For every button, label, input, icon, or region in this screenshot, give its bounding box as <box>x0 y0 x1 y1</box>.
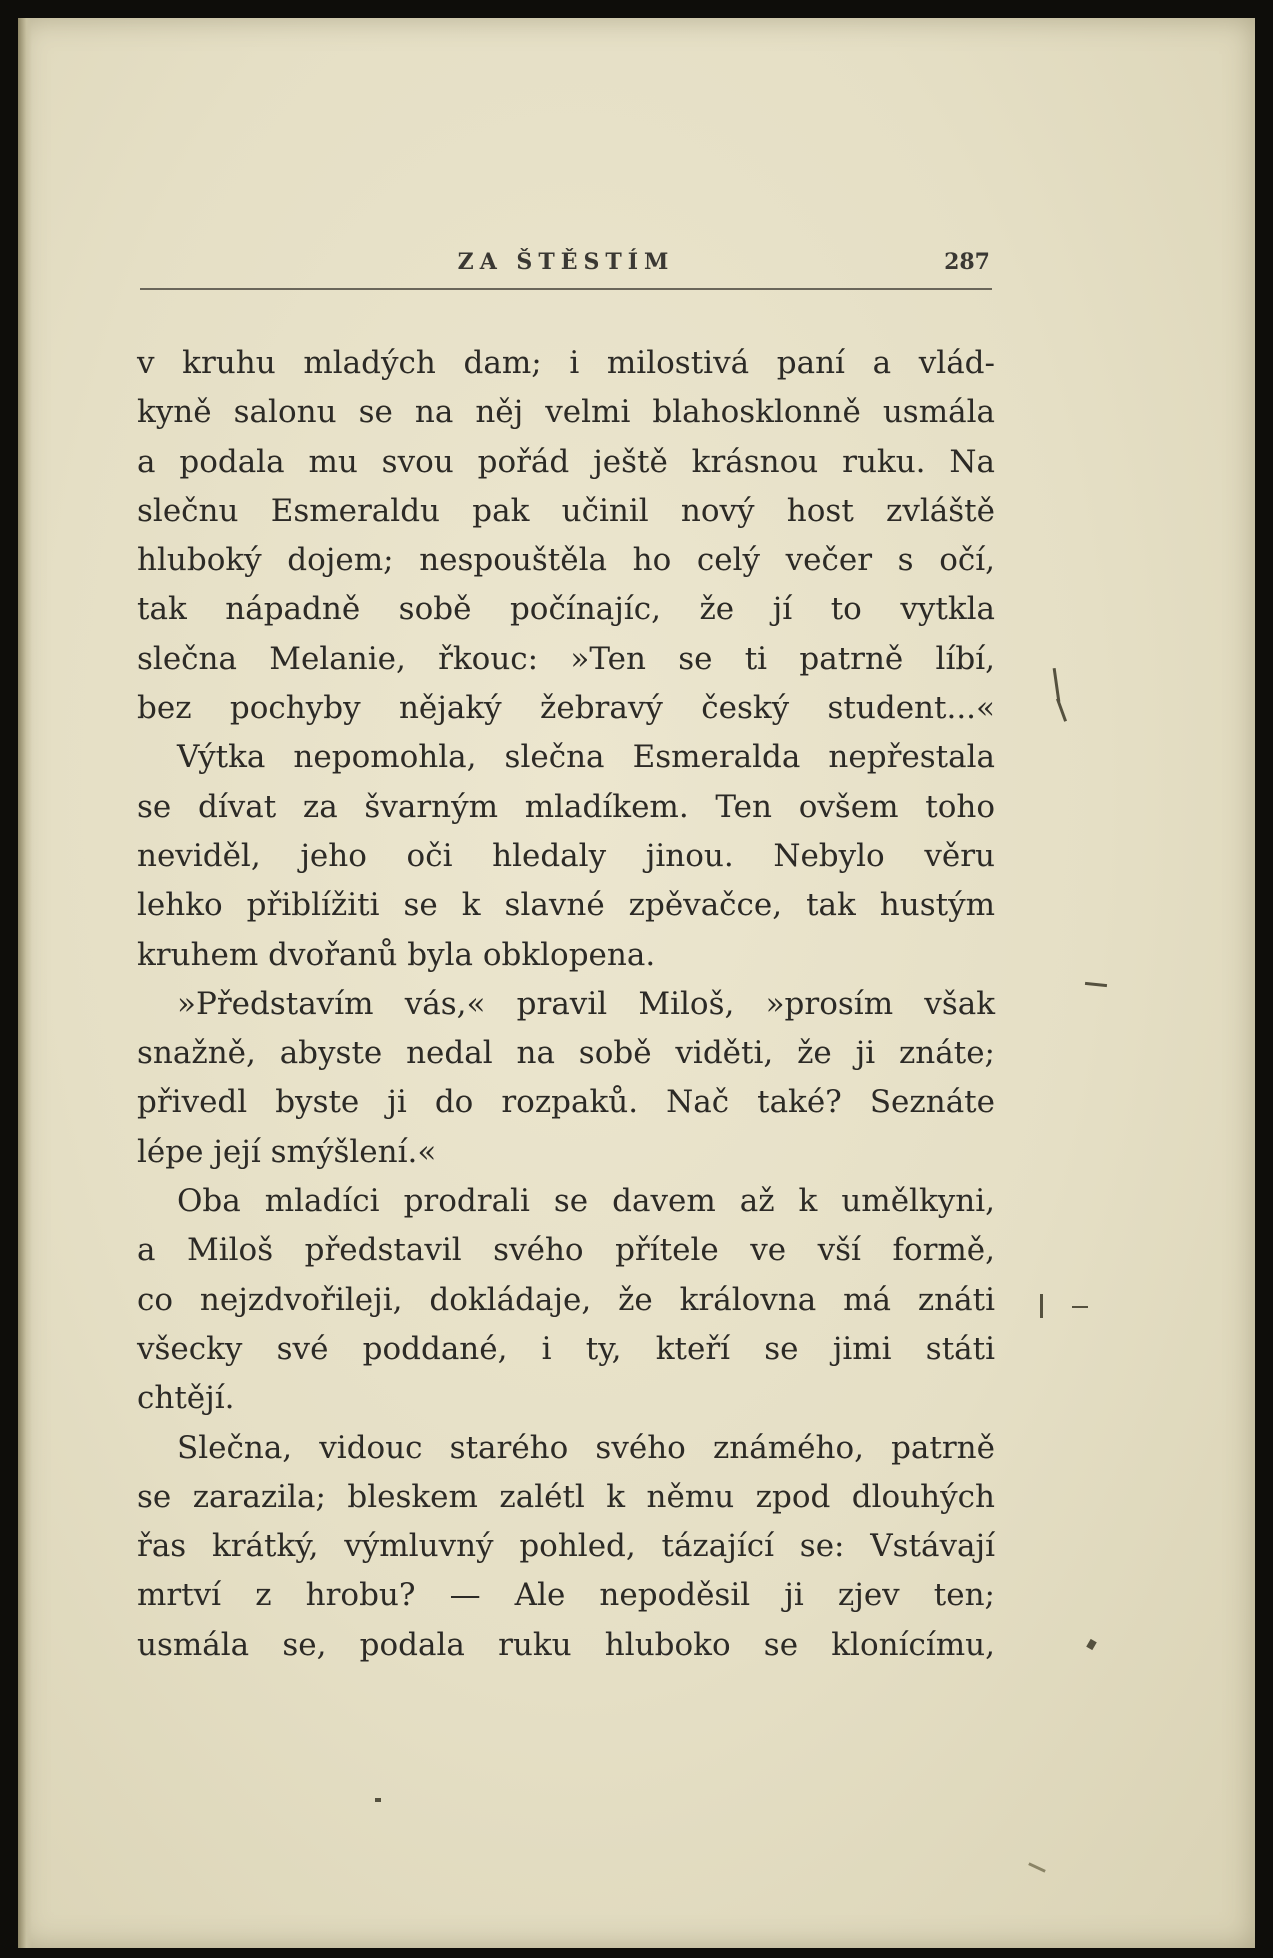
text-line: přivedl byste ji do rozpaků. Nač také? Seznáte <box>137 1084 995 1121</box>
text-line: a podala mu svou pořád ještě krásnou ruku. Na <box>137 443 995 480</box>
text-line: lépe její smýšlení.« <box>137 1133 437 1170</box>
header-rule <box>140 288 992 290</box>
text-line: v kruhu mladých dam; i milostivá paní a vlád- <box>137 345 995 381</box>
text-line: Výtka nepomohla, slečna Esmeralda nepřestala <box>177 739 995 776</box>
text-line: všecky své poddané, i ty, kteří se jimi státi <box>137 1330 995 1367</box>
text-line: chtějí. <box>137 1380 235 1417</box>
text-line: co nejzdvořileji, dokládaje, že královna má znáti <box>137 1281 995 1318</box>
text-line: lehko přiblížiti se k slavné zpěvačce, tak hustým <box>137 887 995 924</box>
text-line: slečna Melanie, řkouc: »Ten se ti patrně líbí, <box>137 640 995 677</box>
page-gutter-shadow <box>18 18 32 1948</box>
text-line: hluboký dojem; nespouštěla ho celý večer s očí, <box>137 542 995 579</box>
text-line: Oba mladíci prodrali se davem až k umělkyni, <box>177 1183 995 1220</box>
text-line: kruhem dvořanů byla obklopena. <box>137 936 656 973</box>
text-line: snažně, abyste nedal na sobě viděti, že ji znáte; <box>137 1035 995 1072</box>
text-line: bez pochyby nějaký žebravý český student...« <box>137 690 995 727</box>
text-line: a Miloš představil svého přítele ve vší formě, <box>137 1232 995 1269</box>
text-line: se zarazila; bleskem zalétl k němu zpod dlouhých <box>137 1478 995 1515</box>
body-text <box>137 339 995 1670</box>
text-line: Slečna, vidouc starého svého známého, patrně <box>177 1429 995 1466</box>
text-line: mrtví z hrobu? — Ale nepoděsil ji zjev ten; <box>137 1577 995 1614</box>
text-line: neviděl, jeho oči hledaly jinou. Nebylo věru <box>137 837 995 874</box>
text-line: »Představím vás,« pravil Miloš, »prosím však <box>177 985 995 1022</box>
text-line: kyně salonu se na něj velmi blahosklonně usmála <box>137 394 995 431</box>
margin-mark <box>375 1798 381 1802</box>
margin-mark <box>1072 1306 1088 1308</box>
page-number: 287 <box>944 249 990 275</box>
text-line: tak nápadně sobě počínajíc, že jí to vytkla <box>137 591 995 628</box>
margin-mark <box>1040 1294 1043 1318</box>
text-line: usmála se, podala ruku hluboko se klonícímu, <box>137 1626 995 1663</box>
text-line: slečnu Esmeraldu pak učinil nový host zvláště <box>137 492 995 529</box>
text-line: se dívat za švarným mladíkem. Ten ovšem toho <box>137 788 995 825</box>
page-header <box>140 245 992 289</box>
text-line: řas krátký, výmluvný pohled, tázající se: Vstávají <box>137 1528 995 1565</box>
running-title: ZA ŠTĚSTÍM <box>457 249 675 275</box>
